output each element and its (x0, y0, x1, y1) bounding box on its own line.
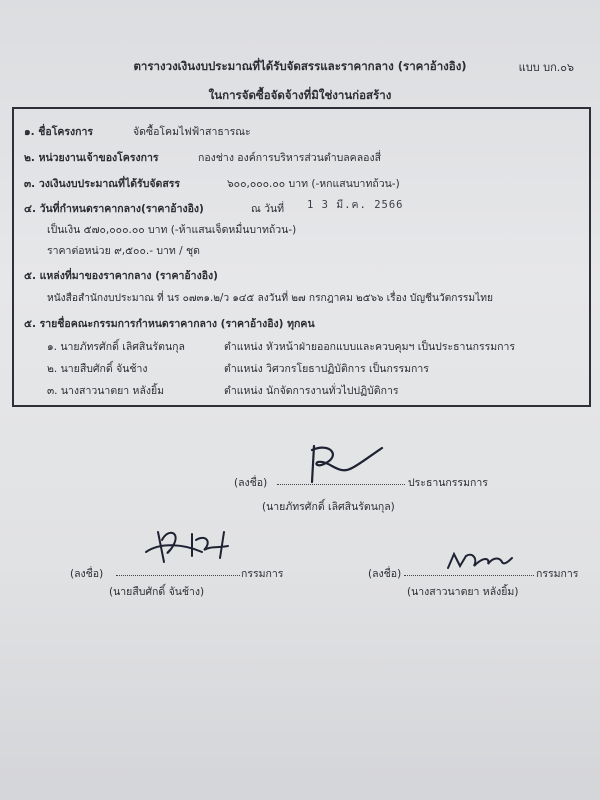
item4-amount: เป็นเงิน ๕๗๐,๐๐๐.๐๐ บาท (-ห้าแสนเจ็ดหมื่นบาทถ้วน-) (47, 224, 297, 236)
chair-signature-line (277, 484, 405, 485)
chair-role: ประธานกรรมการ (408, 477, 488, 489)
member2-name: (นางสาวนาตยา หลังยิ้ม) (407, 586, 519, 598)
document-title: ตารางวงเงินงบประมาณที่ได้รับจัดสรรและราคากลาง (ราคาอ้างอิง) (133, 59, 467, 73)
item1-value: จัดซื้อโคมไฟฟ้าสาธารณะ (133, 126, 251, 138)
item2-value: กองช่าง องค์การบริหารส่วนตำบลคลองสี่ (198, 152, 381, 164)
member-position: ตำแหน่ง วิศวกรโยธาปฏิบัติการ เป็นกรรมการ (224, 363, 429, 375)
member2-role: กรรมการ (536, 568, 579, 580)
form-code: แบบ บก.๐๖ (518, 61, 574, 74)
member-name: ๑. นายภัทรศักดิ์ เลิศสินรัตนกุล (47, 341, 185, 353)
member-name: ๒. นายสืบศักดิ์ จันช้าง (47, 363, 148, 375)
item4-date-stamp: 1 3 มี.ค. 2566 (307, 199, 404, 211)
member2-signature (444, 548, 514, 576)
member2-sign-label: (ลงชื่อ) (368, 568, 402, 580)
member1-sign-label: (ลงชื่อ) (70, 568, 104, 580)
item5-value: หนังสือสำนักงบประมาณ ที่ นร ๐๗๓๑.๒/ว ๑๔๕ ลงวันที่ ๒๗ กรกฎาคม ๒๕๖๖ เรื่อง บัญชีนวัตกรรมไทย (47, 293, 493, 304)
member-name: ๓. นางสาวนาตยา หลังยิ้ม (47, 385, 165, 397)
member1-signature-line (116, 575, 240, 576)
item5-label: ๕. แหล่งที่มาของราคากลาง (ราคาอ้างอิง) (24, 270, 218, 282)
chair-sign-label: (ลงชื่อ) (234, 477, 268, 489)
item3-value: ๖๐๐,๐๐๐.๐๐ บาท (-หกแสนบาทถ้วน-) (227, 178, 400, 190)
chair-name: (นายภัทรศักดิ์ เลิศสินรัตนกุล) (262, 501, 395, 513)
member2-signature-line (404, 575, 534, 576)
member1-role: กรรมการ (241, 568, 284, 580)
item4-date-prefix: ณ วันที่ (251, 203, 285, 215)
document-subtitle: ในการจัดซื้อจัดจ้างที่มิใช่งานก่อสร้าง (208, 88, 392, 102)
item2-label: ๒. หน่วยงานเจ้าของโครงการ (24, 152, 159, 164)
item4-label: ๔. วันที่กำหนดราคากลาง(ราคาอ้างอิง) (24, 203, 204, 215)
item6-label: ๕. รายชื่อคณะกรรมการกำหนดราคากลาง (ราคาอ้างอิง) ทุกคน (24, 318, 315, 330)
member-position: ตำแหน่ง หัวหน้าฝ่ายออกแบบและควบคุมฯ เป็นประธานกรรมการ (224, 341, 516, 353)
item3-label: ๓. วงเงินงบประมาณที่ได้รับจัดสรร (24, 178, 181, 190)
item4-unit-price: ราคาต่อหน่วย ๙,๕๐๐.- บาท / ชุด (47, 245, 200, 257)
details-box (12, 107, 591, 407)
member1-signature (140, 522, 240, 567)
item1-label: ๑. ชื่อโครงการ (24, 126, 94, 138)
member-position: ตำแหน่ง นักจัดการงานทั่วไปปฏิบัติการ (224, 385, 399, 397)
member1-name: (นายสืบศักดิ์ จันช้าง) (109, 586, 205, 598)
